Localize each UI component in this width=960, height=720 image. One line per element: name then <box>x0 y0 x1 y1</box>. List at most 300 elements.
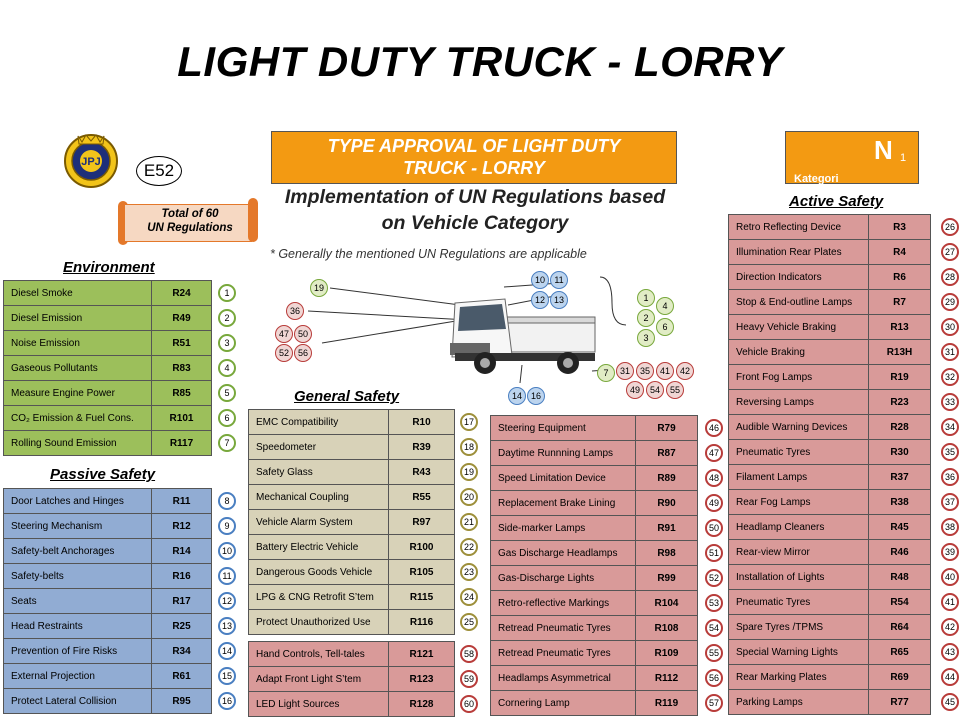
bubble-text: 35 <box>639 366 650 376</box>
general-title: General Safety <box>294 388 400 405</box>
regulation-code: R108 <box>636 616 698 641</box>
bubble-text: 3 <box>643 333 649 343</box>
regulation-name: Headlamp Cleaners <box>729 515 869 540</box>
regulation-name: Headlamps Asymmetrical <box>491 666 636 691</box>
regulation-name: Spare Tyres /TPMS <box>729 615 869 640</box>
regulation-number-badge: 31 <box>941 343 959 361</box>
regulation-name: Protect Lateral Collision <box>4 689 152 714</box>
regulation-number-badge: 56 <box>705 669 723 687</box>
regulation-number-badge: 35 <box>941 443 959 461</box>
regulation-number-badge: 14 <box>218 642 236 660</box>
table-row <box>729 315 931 340</box>
truck-bubble-14 <box>508 387 526 405</box>
regulation-number-badge: 6 <box>218 409 236 427</box>
regulation-name: Front Fog Lamps <box>729 365 869 390</box>
table-row <box>4 406 212 431</box>
bubble-text: 16 <box>530 391 541 401</box>
regulation-name: Parking Lamps <box>729 690 869 715</box>
regulation-code: R3 <box>869 215 931 240</box>
bubble-text: 36 <box>289 306 300 316</box>
regulation-number-badge: 60 <box>460 695 478 713</box>
regulation-code: R97 <box>389 510 455 535</box>
truck-bubble-1 <box>637 289 655 307</box>
regulation-number-badge: 1 <box>218 284 236 302</box>
regulation-name: LED Light Sources <box>249 692 389 717</box>
regulation-number-badge: 32 <box>941 368 959 386</box>
regulation-code: R98 <box>636 541 698 566</box>
regulation-number-badge: 46 <box>705 419 723 437</box>
regulation-code: R101 <box>152 406 212 431</box>
truck-bubble-6 <box>656 318 674 336</box>
regulation-code: R83 <box>152 356 212 381</box>
regulation-number-badge: 57 <box>705 694 723 712</box>
table-row <box>4 614 212 639</box>
table-row <box>4 564 212 589</box>
table-row <box>729 590 931 615</box>
category-letter: N <box>874 135 893 165</box>
regulation-number-badge: 58 <box>460 645 478 663</box>
middle-table <box>490 415 698 716</box>
regulation-code: R91 <box>636 516 698 541</box>
regulation-number-badge: 27 <box>941 243 959 261</box>
table-row <box>249 667 455 692</box>
regulation-code: R13H <box>869 340 931 365</box>
regulation-name: Retro-reflective Markings <box>491 591 636 616</box>
regulation-code: R28 <box>869 415 931 440</box>
table-row <box>249 692 455 717</box>
regulation-name: Measure Engine Power <box>4 381 152 406</box>
regulation-name: Replacement Brake Lining <box>491 491 636 516</box>
truck-bubble-16 <box>527 387 545 405</box>
table-row <box>4 331 212 356</box>
regulation-number-badge: 37 <box>941 493 959 511</box>
bubble-text: 6 <box>662 322 668 332</box>
regulation-number-badge: 53 <box>705 594 723 612</box>
impl-line2: on Vehicle Category <box>381 212 569 234</box>
scroll-text-2: UN Regulations <box>147 222 233 234</box>
regulation-code: R85 <box>152 381 212 406</box>
regulation-code: R46 <box>869 540 931 565</box>
regulation-number-badge: 47 <box>705 444 723 462</box>
truck-bubble-42 <box>676 362 694 380</box>
table-row <box>729 665 931 690</box>
table-row <box>249 642 455 667</box>
regulation-code: R109 <box>636 641 698 666</box>
category-label: Kategori <box>794 173 839 185</box>
table-row <box>4 356 212 381</box>
regulation-number-badge: 10 <box>218 542 236 560</box>
regulation-name: EMC Compatibility <box>249 410 389 435</box>
table-row <box>4 689 212 714</box>
regulation-code: R48 <box>869 565 931 590</box>
bubble-text: 56 <box>297 348 308 358</box>
general-table-2 <box>248 641 455 717</box>
table-row <box>729 415 931 440</box>
table-row <box>729 215 931 240</box>
regulation-code: R49 <box>152 306 212 331</box>
truck-bubble-50 <box>294 325 312 343</box>
table-row <box>491 591 698 616</box>
jpj-logo <box>60 128 122 190</box>
regulation-code: R11 <box>152 489 212 514</box>
regulation-name: Gaseous Pollutants <box>4 356 152 381</box>
bubble-text: 19 <box>313 283 324 293</box>
table-row <box>491 441 698 466</box>
regulation-name: Rear Fog Lamps <box>729 490 869 515</box>
regulation-code: R7 <box>869 290 931 315</box>
regulation-number-badge: 44 <box>941 668 959 686</box>
table-row <box>729 240 931 265</box>
table-row <box>729 540 931 565</box>
impl-line1: Implementation of UN Regulations based <box>284 186 666 208</box>
regulation-code: R24 <box>152 281 212 306</box>
table-row <box>729 365 931 390</box>
regulation-code: R128 <box>389 692 455 717</box>
type-box-line1: TYPE APPROVAL OF LIGHT DUTY <box>327 136 621 156</box>
regulation-code: R6 <box>869 265 931 290</box>
truck-bubble-7 <box>597 364 615 382</box>
bubble-text: 52 <box>278 348 289 358</box>
table-row <box>729 490 931 515</box>
regulation-name: External Projection <box>4 664 152 689</box>
svg-text:JPJ: JPJ <box>81 156 101 168</box>
regulation-name: Cornering Lamp <box>491 691 636 716</box>
regulation-name: Pneumatic Tyres <box>729 590 869 615</box>
bubble-text: 12 <box>534 295 545 305</box>
truck-bubble-19 <box>310 279 328 297</box>
regulation-name: Safety-belts <box>4 564 152 589</box>
regulation-number-badge: 55 <box>705 644 723 662</box>
table-row <box>249 435 455 460</box>
general-table <box>248 409 455 635</box>
regulation-name: Retread Pneumatic Tyres <box>491 616 636 641</box>
regulation-name: Illumination Rear Plates <box>729 240 869 265</box>
passive-title: Passive Safety <box>50 466 156 483</box>
bubble-text: 31 <box>619 366 630 376</box>
regulation-code: R116 <box>389 610 455 635</box>
truck-bubble-10 <box>531 271 549 289</box>
scroll-text-1: Total of 60 <box>161 208 219 220</box>
type-box-line2: TRUCK - LORRY <box>403 158 545 178</box>
table-row <box>729 290 931 315</box>
regulation-name: Rolling Sound Emission <box>4 431 152 456</box>
bubble-text: 2 <box>643 313 649 323</box>
regulation-number-badge: 43 <box>941 643 959 661</box>
table-row <box>4 639 212 664</box>
regulation-number-badge: 2 <box>218 309 236 327</box>
regulation-number-badge: 51 <box>705 544 723 562</box>
regulation-name: Speed Limitation Device <box>491 466 636 491</box>
environment-table <box>3 280 212 456</box>
regulation-code: R64 <box>869 615 931 640</box>
truck-bubble-54 <box>646 381 664 399</box>
table-row <box>249 485 455 510</box>
regulation-code: R51 <box>152 331 212 356</box>
regulation-code: R65 <box>869 640 931 665</box>
regulation-number-badge: 5 <box>218 384 236 402</box>
table-row <box>4 539 212 564</box>
table-row <box>4 381 212 406</box>
regulation-number-badge: 45 <box>941 693 959 711</box>
bubble-text: 42 <box>679 366 690 376</box>
regulation-number-badge: 24 <box>460 588 478 606</box>
table-row <box>249 585 455 610</box>
bubble-text: 41 <box>659 366 670 376</box>
table-row <box>729 440 931 465</box>
table-row <box>249 460 455 485</box>
regulation-code: R17 <box>152 589 212 614</box>
regulation-number-badge: 13 <box>218 617 236 635</box>
table-row <box>4 281 212 306</box>
truck-bubble-55 <box>666 381 684 399</box>
regulation-code: R105 <box>389 560 455 585</box>
regulation-code: R34 <box>152 639 212 664</box>
regulation-name: Door Latches and Hinges <box>4 489 152 514</box>
regulation-name: Pneumatic Tyres <box>729 440 869 465</box>
regulation-code: R45 <box>869 515 931 540</box>
regulation-name: Diesel Smoke <box>4 281 152 306</box>
regulation-code: R95 <box>152 689 212 714</box>
regulation-name: Retread Pneumatic Tyres <box>491 641 636 666</box>
bubble-text: 1 <box>643 293 649 303</box>
regulation-name: Gas Discharge Headlamps <box>491 541 636 566</box>
regulation-code: R43 <box>389 460 455 485</box>
truck-bubble-35 <box>636 362 654 380</box>
regulation-name: Heavy Vehicle Braking <box>729 315 869 340</box>
regulation-code: R69 <box>869 665 931 690</box>
table-row <box>491 691 698 716</box>
regulation-number-badge: 19 <box>460 463 478 481</box>
passive-table <box>3 488 212 714</box>
regulation-number-badge: 12 <box>218 592 236 610</box>
regulation-number-badge: 18 <box>460 438 478 456</box>
regulation-name: Prevention of Fire Risks <box>4 639 152 664</box>
regulation-code: R38 <box>869 490 931 515</box>
table-row <box>729 690 931 715</box>
regulation-name: Side-marker Lamps <box>491 516 636 541</box>
regulation-number-badge: 52 <box>705 569 723 587</box>
table-row <box>4 306 212 331</box>
table-row <box>491 616 698 641</box>
regulation-name: Speedometer <box>249 435 389 460</box>
regulation-number-badge: 49 <box>705 494 723 512</box>
page-title: LIGHT DUTY TRUCK - LORRY <box>177 38 783 85</box>
table-row <box>491 516 698 541</box>
regulation-name: Rear Marking Plates <box>729 665 869 690</box>
regulation-code: R10 <box>389 410 455 435</box>
regulation-code: R112 <box>636 666 698 691</box>
table-row <box>729 515 931 540</box>
regulation-code: R121 <box>389 642 455 667</box>
regulation-number-badge: 38 <box>941 518 959 536</box>
truck-bubble-56 <box>294 344 312 362</box>
truck-bubble-2 <box>637 309 655 327</box>
table-row <box>729 265 931 290</box>
table-row <box>4 514 212 539</box>
regulation-code: R104 <box>636 591 698 616</box>
truck-bubble-3 <box>637 329 655 347</box>
regulation-code: R123 <box>389 667 455 692</box>
regulation-code: R77 <box>869 690 931 715</box>
regulation-number-badge: 21 <box>460 513 478 531</box>
regulation-code: R25 <box>152 614 212 639</box>
regulation-number-badge: 26 <box>941 218 959 236</box>
regulation-number-badge: 28 <box>941 268 959 286</box>
regulation-code: R79 <box>636 416 698 441</box>
regulation-number-badge: 15 <box>218 667 236 685</box>
regulation-code: R117 <box>152 431 212 456</box>
table-row <box>249 560 455 585</box>
regulation-name: CO₂ Emission & Fuel Cons. <box>4 406 152 431</box>
table-row <box>249 535 455 560</box>
regulation-number-badge: 40 <box>941 568 959 586</box>
bubble-text: 11 <box>554 275 564 285</box>
regulation-number-badge: 20 <box>460 488 478 506</box>
regulation-number-badge: 8 <box>218 492 236 510</box>
regulation-name: Battery Electric Vehicle <box>249 535 389 560</box>
regulation-number-badge: 25 <box>460 613 478 631</box>
regulation-number-badge: 23 <box>460 563 478 581</box>
regulation-name: Hand Controls, Tell-tales <box>249 642 389 667</box>
bubble-text: 55 <box>669 385 680 395</box>
regulation-number-badge: 4 <box>218 359 236 377</box>
regulation-number-badge: 59 <box>460 670 478 688</box>
regulation-number-badge: 34 <box>941 418 959 436</box>
regulation-code: R19 <box>869 365 931 390</box>
truck-bubble-12 <box>531 291 549 309</box>
table-row <box>4 431 212 456</box>
regulation-name: Diesel Emission <box>4 306 152 331</box>
table-row <box>729 640 931 665</box>
regulation-number-badge: 16 <box>218 692 236 710</box>
table-row <box>249 510 455 535</box>
bubble-text: 54 <box>649 385 660 395</box>
regulation-name: Audible Warning Devices <box>729 415 869 440</box>
regulation-number-badge: 11 <box>218 567 236 585</box>
regulation-name: Daytime Runnning Lamps <box>491 441 636 466</box>
table-row <box>4 489 212 514</box>
truck-bubble-52 <box>275 344 293 362</box>
table-row <box>729 615 931 640</box>
regulation-code: R119 <box>636 691 698 716</box>
table-row <box>491 541 698 566</box>
regulation-code: R54 <box>869 590 931 615</box>
regulation-name: Steering Mechanism <box>4 514 152 539</box>
table-row <box>491 416 698 441</box>
truck-bubble-31 <box>616 362 634 380</box>
regulation-name: Seats <box>4 589 152 614</box>
table-row <box>729 340 931 365</box>
table-row <box>4 664 212 689</box>
regulation-code: R16 <box>152 564 212 589</box>
regulation-code: R14 <box>152 539 212 564</box>
e-mark: E52 <box>136 156 182 186</box>
regulation-code: R90 <box>636 491 698 516</box>
regulation-name: Head Restraints <box>4 614 152 639</box>
table-row <box>4 589 212 614</box>
bubble-text: 13 <box>553 295 564 305</box>
regulation-code: R61 <box>152 664 212 689</box>
regulation-number-badge: 36 <box>941 468 959 486</box>
regulation-code: R13 <box>869 315 931 340</box>
regulation-name: Installation of Lights <box>729 565 869 590</box>
regulation-name: Gas-Discharge Lights <box>491 566 636 591</box>
table-row <box>729 390 931 415</box>
regulation-name: Special Warning Lights <box>729 640 869 665</box>
applicability-note: * Generally the mentioned UN Regulations are applicable <box>270 247 587 261</box>
regulation-name: Reversing Lamps <box>729 390 869 415</box>
table-row <box>491 491 698 516</box>
regulation-code: R23 <box>869 390 931 415</box>
regulation-name: Mechanical Coupling <box>249 485 389 510</box>
category-box <box>785 131 919 184</box>
regulation-number-badge: 22 <box>460 538 478 556</box>
total-scroll <box>118 198 258 246</box>
regulation-name: LPG & CNG Retrofit S’tem <box>249 585 389 610</box>
regulation-number-badge: 7 <box>218 434 236 452</box>
table-row <box>729 565 931 590</box>
regulation-name: Direction Indicators <box>729 265 869 290</box>
regulation-number-badge: 48 <box>705 469 723 487</box>
bubble-text: 49 <box>629 385 640 395</box>
environment-title: Environment <box>63 259 155 276</box>
bubble-text: 10 <box>534 275 545 285</box>
regulation-name: Filament Lamps <box>729 465 869 490</box>
regulation-number-badge: 50 <box>705 519 723 537</box>
regulation-name: Steering Equipment <box>491 416 636 441</box>
regulation-name: Vehicle Alarm System <box>249 510 389 535</box>
category-subscript: 1 <box>900 152 907 164</box>
table-row <box>491 666 698 691</box>
regulation-code: R30 <box>869 440 931 465</box>
regulation-name: Safety-belt Anchorages <box>4 539 152 564</box>
bubble-text: 50 <box>297 329 308 339</box>
bubble-text: 14 <box>511 391 522 401</box>
regulation-number-badge: 17 <box>460 413 478 431</box>
table-row <box>729 465 931 490</box>
truck-bubble-41 <box>656 362 674 380</box>
truck-bubble-36 <box>286 302 304 320</box>
regulation-name: Vehicle Braking <box>729 340 869 365</box>
regulation-number-badge: 9 <box>218 517 236 535</box>
bubble-text: 4 <box>662 301 668 311</box>
regulation-number-badge: 39 <box>941 543 959 561</box>
regulation-name: Retro Reflecting Device <box>729 215 869 240</box>
truck-bubble-11 <box>550 271 568 289</box>
bubble-text: 47 <box>278 329 289 339</box>
regulation-name: Stop & End-outline Lamps <box>729 290 869 315</box>
table-row <box>491 466 698 491</box>
regulation-number-badge: 3 <box>218 334 236 352</box>
regulation-number-badge: 54 <box>705 619 723 637</box>
regulation-code: R39 <box>389 435 455 460</box>
active-title: Active Safety <box>789 193 884 210</box>
regulation-number-badge: 30 <box>941 318 959 336</box>
bubble-text: 7 <box>603 368 609 378</box>
regulation-name: Adapt Front Light S’tem <box>249 667 389 692</box>
type-approval-box <box>271 131 677 184</box>
regulation-code: R55 <box>389 485 455 510</box>
active-table <box>728 214 931 715</box>
regulation-code: R99 <box>636 566 698 591</box>
regulation-name: Rear-view Mirror <box>729 540 869 565</box>
regulation-name: Dangerous Goods Vehicle <box>249 560 389 585</box>
regulation-number-badge: 41 <box>941 593 959 611</box>
regulation-number-badge: 33 <box>941 393 959 411</box>
truck-bubble-49 <box>626 381 644 399</box>
regulation-number-badge: 29 <box>941 293 959 311</box>
implementation-heading <box>258 184 692 236</box>
